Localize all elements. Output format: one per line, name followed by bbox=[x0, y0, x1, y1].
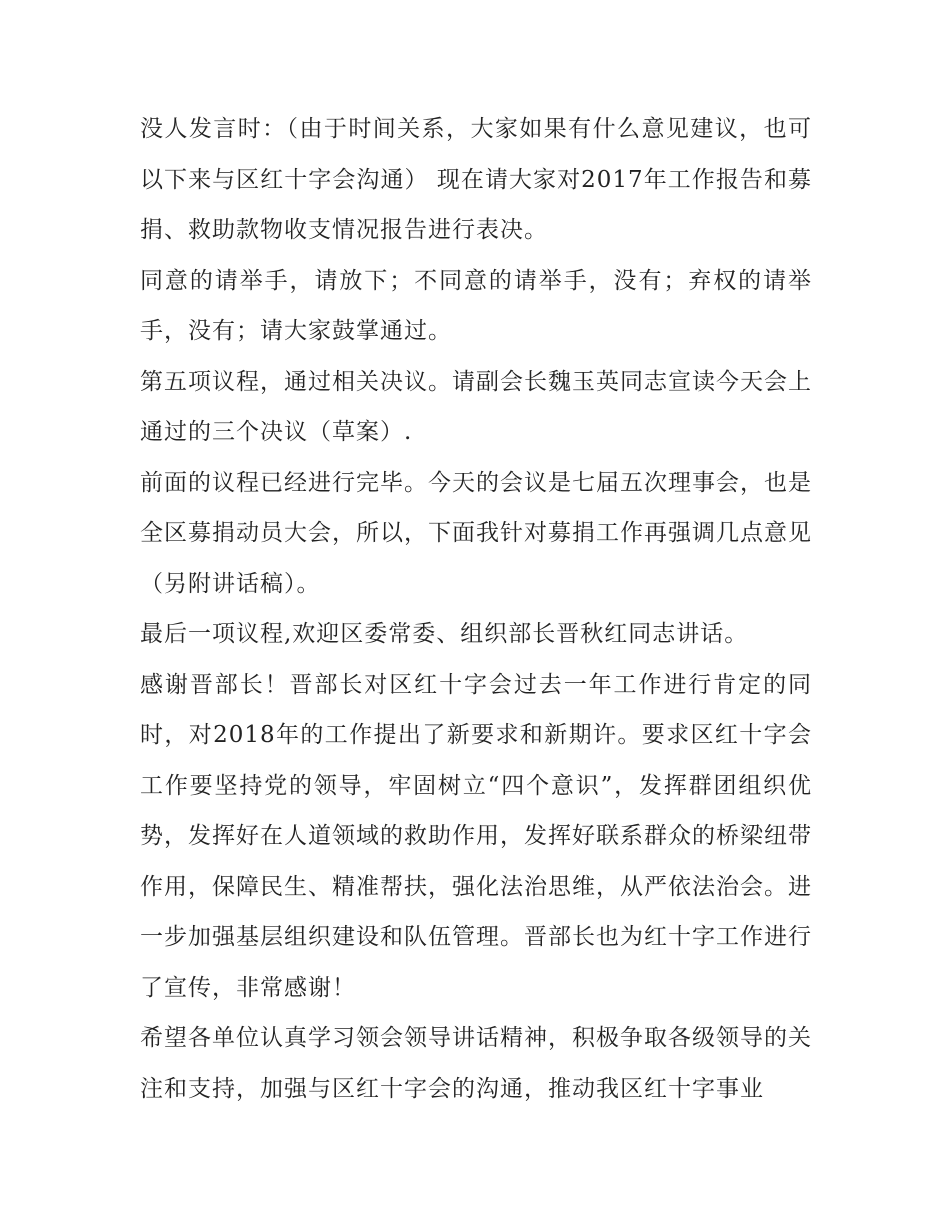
paragraph-vote-result: 同意的请举手，请放下；不同意的请举手，没有；弃权的请举手，没有；请大家鼓掌通过。 bbox=[140, 267, 812, 344]
paragraph-final-agenda: 最后一项议程,欢迎区委常委、组织部长晋秋红同志讲话。 bbox=[140, 621, 749, 647]
paragraph-thanks: 感谢晋部长！晋部长对区红十字会过去一年工作进行肯定的同时，对2018年的工作提出了新要求和新期许。要求区红十字会工作要坚持党的领导，牢固树立“四个意识”，发挥群团组织优势，发挥好在人道领域的救助作用，发挥好联系群众的桥梁纽带作用，保障民生、精准帮扶，强化法治思维，从严依法治会。进一步加强基层组织建设和队伍管理。晋部长也为红十字工作进行了宣传，非常感谢！ bbox=[140, 671, 812, 1001]
paragraph-agenda-complete: 前面的议程已经进行完毕。今天的会议是七届五次理事会，也是全区募捐动员大会，所以，下面我针对募捐工作再强调几点意见（另附讲话稿）。 bbox=[140, 469, 812, 597]
paragraph-agenda-item-five: 第五项议程，通过相关决议。请副会长魏玉英同志宣读今天会上通过的三个决议（草案）. bbox=[140, 368, 812, 445]
document-body bbox=[140, 104, 812, 1114]
paragraph-vote-call: 没人发言时：（由于时间关系，大家如果有什么意见建议，也可以下来与区红十字会沟通） 现在请大家对2017年工作报告和募捐、救助款物收支情况报告进行表决。 bbox=[140, 116, 812, 243]
paragraph-hope: 希望各单位认真学习领会领导讲话精神，积极争取各级领导的关注和支持，加强与区红十字会的沟通，推动我区红十字事业 bbox=[140, 1025, 812, 1102]
